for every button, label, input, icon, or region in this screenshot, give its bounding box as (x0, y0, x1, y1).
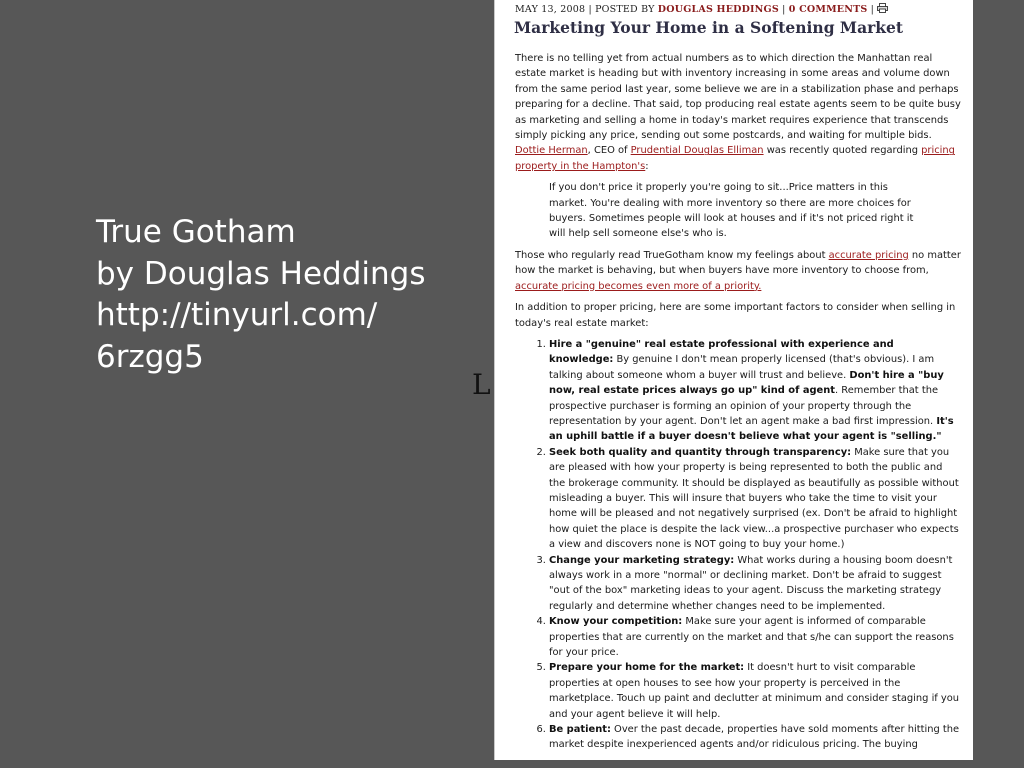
dottie-herman-link[interactable]: Dottie Herman (515, 145, 588, 157)
caption-line-2: by Douglas Heddings (96, 255, 426, 292)
slide-caption (96, 212, 426, 378)
post-title[interactable]: Marketing Your Home in a Softening Market (514, 18, 904, 37)
stray-letter: L (472, 368, 491, 401)
caption-line-4: 6rzgg5 (96, 338, 204, 375)
pricing-paragraph: Those who regularly read TrueGotham know my feelings about accurate pricing no matter how the market is behaving, but when buyers have more inventory to choose from, accurate pricing becomes even more of a priority. (515, 249, 961, 292)
factors-list (515, 337, 961, 753)
printer-icon[interactable] (877, 3, 888, 13)
article-screenshot (494, 0, 973, 760)
post-meta: MAY 13, 2008 | POSTED BY DOUGLAS HEDDINGS | 0 COMMENTS | (515, 3, 888, 15)
author-link[interactable]: DOUGLAS HEDDINGS (657, 4, 779, 15)
list-item: 5. Prepare your home for the market: It doesn't hurt to visit comparable properties at open houses to see how your property is perceived in the marketplace. Touch up paint and declutter at minimum and consider staging if you and your agent believe it will help. (549, 660, 961, 722)
intro-paragraph: There is no telling yet from actual numbers as to which direction the Manhattan real estate market is heading but with inventory increasing in some areas and volume down from the same period last year, some believe we are in a stabilization phase and perhaps preparing for a decline. That said, top producing real estate agents seem to be quite busy as marketing and selling a home in today's market requires experience that transcends simply picking any price, sending out some postcards, and waiting for multiple bids. Dottie Herman, CEO of Prudential Douglas Elliman was recently quoted regarding pricing property in the Hampton's: (515, 53, 961, 172)
list-item: 4. Know your competition: Make sure your agent is informed of comparable properties that are currently on the market and that s/he can support the reasons for your price. (549, 614, 961, 660)
post-date: MAY 13, 2008 (515, 4, 586, 15)
list-item: 3. Change your marketing strategy: What works during a housing boom doesn't always work in a more "normal" or declining market. Don't be afraid to suggest "out of the box" marketing ideas to your agent. Discuss the marketing strategy regularly and determine whether changes need to be implemented. (549, 553, 961, 615)
factors-intro: In addition to proper pricing, here are some important factors to consider when selling in today's real estate market: (515, 302, 956, 329)
list-item: 2. Seek both quality and quantity through transparency: Make sure that you are pleased with how your property is being represented to both the public and the brokerage community. It should be displayed as beautifully as possible without misleading a buyer. This will insure that buyers who take the time to visit your home will be pleased and not negatively surprised (ex. Don't be afraid to highlight how quiet the place is despite the lack view...a prospective purchaser who expects a view and discovers none is NOT going to buy your home.) (549, 445, 961, 553)
pricing-hamptons-link[interactable]: pricing property in the Hampton's (515, 145, 955, 172)
caption-line-1: True Gotham (96, 214, 296, 250)
article-body (515, 51, 961, 753)
caption-line-3: http://tinyurl.com/ (96, 297, 378, 333)
accurate-pricing-link[interactable]: accurate pricing (828, 249, 909, 261)
prudential-douglas-elliman-link[interactable]: Prudential Douglas Elliman (630, 145, 764, 157)
quote-block: If you don't price it properly you're going to sit...Price matters in this market. You're dealing with more inventory so there are more choices for buyers. Sometimes people will look at houses and if it's not priced right it will help sell someone else's who is. (549, 182, 914, 240)
accurate-pricing-priority-link[interactable]: accurate pricing becomes even more of a priority. (515, 280, 762, 292)
posted-by-label: POSTED BY (595, 4, 655, 15)
list-item: 6. Be patient: Over the past decade, properties have sold moments after hitting the market despite inexperienced agents and/or ridiculous pricing. The buying (549, 722, 961, 753)
list-item: 1. Hire a "genuine" real estate professional with experience and knowledge: By genuine I don't mean properly licensed (that's obvious). I am talking about someone whom a buyer will trust and believe. Don't hire a "buy now, real estate prices always go up" kind of agent. Remember that the prospective purchaser is forming an opinion of your property through the representation by your agent. Don't let an agent make a bad first impression. It's an uphill battle if a buyer doesn't believe what your agent is "selling." (549, 337, 961, 445)
comments-link[interactable]: 0 COMMENTS (788, 4, 868, 15)
